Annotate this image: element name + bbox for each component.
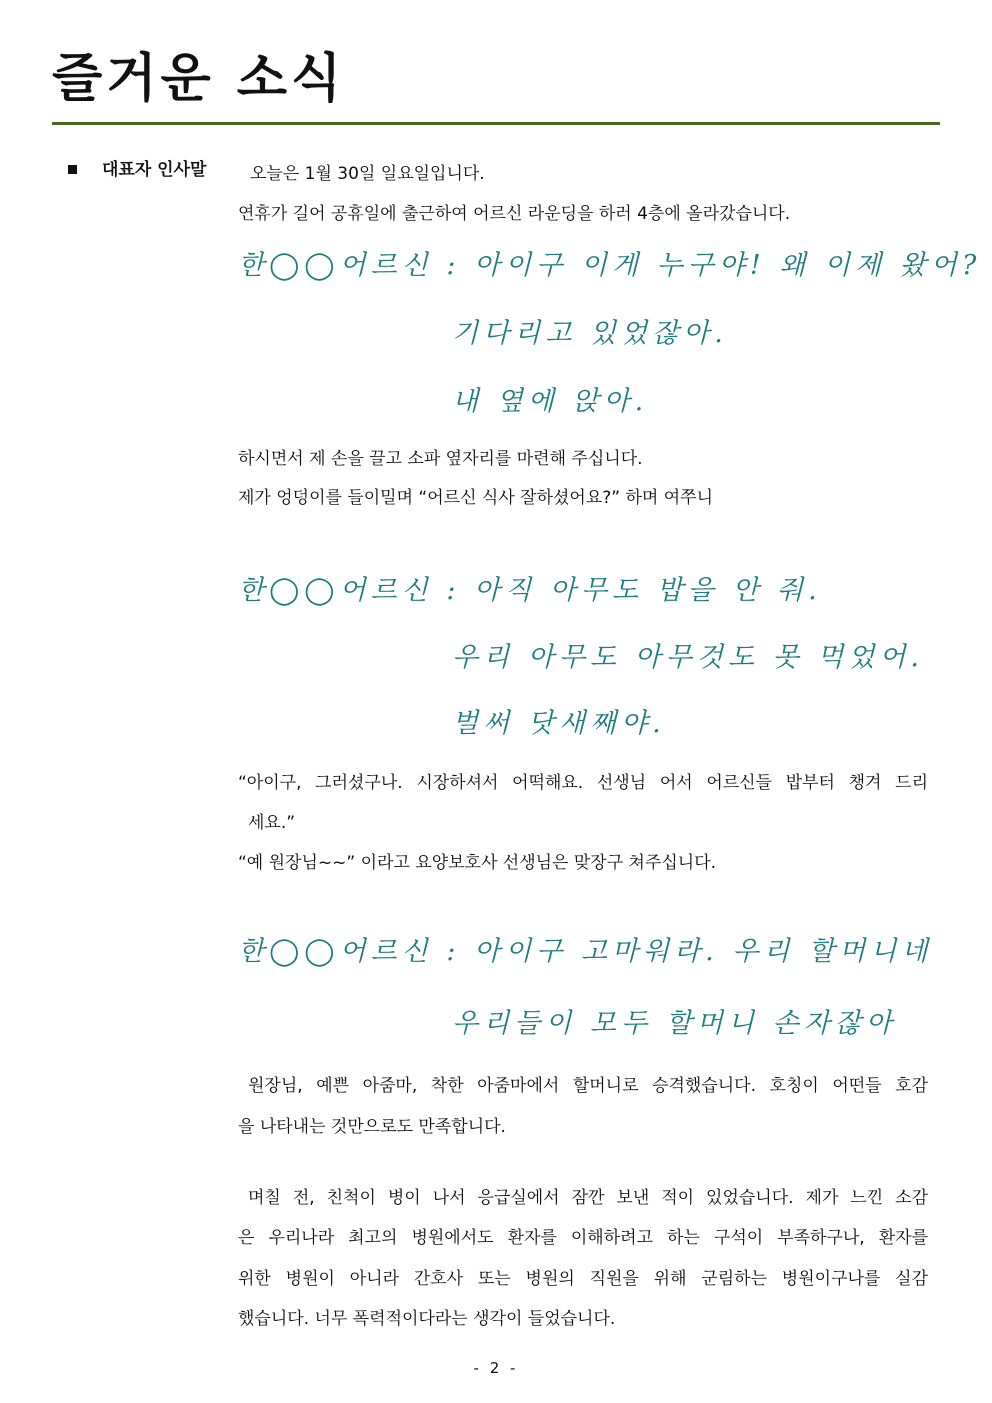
quote-line: 한◯◯어르신 : 아직 아무도 밥을 안 줘. xyxy=(238,575,822,606)
paragraph-line: 원장님, 예쁜 아줌마, 착한 아줌마에서 할머니로 승격했습니다. 호칭이 어떤들 호감 xyxy=(248,1076,928,1096)
quote-line: 한◯◯어르신 : 아이구 이게 누구야! 왜 이제 왔어? xyxy=(238,250,982,281)
paragraph-line: 을 나타내는 것만으로도 만족합니다. xyxy=(238,1117,506,1137)
paragraph-line: 은 우리나라 최고의 병원에서도 환자를 이해하려고 하는 구석이 부족하구나, 환자를 xyxy=(238,1228,928,1248)
page-title: 즐거운 소식 xyxy=(52,49,346,109)
title-rule xyxy=(52,122,940,125)
paragraph-line: 세요.” xyxy=(248,813,296,833)
section-label: 대표자 인사말 xyxy=(102,160,207,180)
paragraph-line: 위한 병원이 아니라 간호사 또는 병원의 직원을 위해 군림하는 병원이구나를 실감 xyxy=(238,1269,928,1289)
paragraph: “예 원장님~~” 이라고 요양보호사 선생님은 맞장구 쳐주십니다. xyxy=(238,853,717,873)
quote-line: 한◯◯어르신 : 아이구 고마워라. 우리 할머니네 xyxy=(238,936,933,967)
quote-line: 내 옆에 앉아. xyxy=(452,386,649,417)
quote-line: 벌써 닷새째야. xyxy=(452,708,666,739)
quote-line: 우리 아무도 아무것도 못 먹었어. xyxy=(452,642,924,673)
paragraph: 제가 엉덩이를 들이밀며 “어르신 식사 잘하셨어요?” 하며 여쭈니 xyxy=(238,488,714,508)
page-number: - 2 - xyxy=(473,1359,519,1377)
paragraph-line: “아이구, 그러셨구나. 시장하셔서 어떡해요. 선생님 어서 어르신들 밥부터 챙겨 드리 xyxy=(238,773,928,793)
paragraph-date: 오늘은 1월 30일 일요일입니다. xyxy=(250,164,485,184)
quote-line: 우리들이 모두 할머니 손자잖아 xyxy=(452,1008,897,1039)
paragraph-intro: 연휴가 길어 공휴일에 출근하여 어르신 라운딩을 하러 4층에 올라갔습니다. xyxy=(238,204,791,224)
quote-line: 기다리고 있었잖아. xyxy=(452,318,728,349)
paragraph: 하시면서 제 손을 끌고 소파 옆자리를 마련해 주십니다. xyxy=(238,449,643,469)
paragraph-line: 했습니다. 너무 폭력적이다라는 생각이 들었습니다. xyxy=(238,1309,616,1329)
paragraph-line: 며칠 전, 친척이 병이 나서 응급실에서 잠깐 보낸 적이 있었습니다. 제가 느낀 소감 xyxy=(248,1188,928,1208)
bullet-icon xyxy=(68,165,77,174)
